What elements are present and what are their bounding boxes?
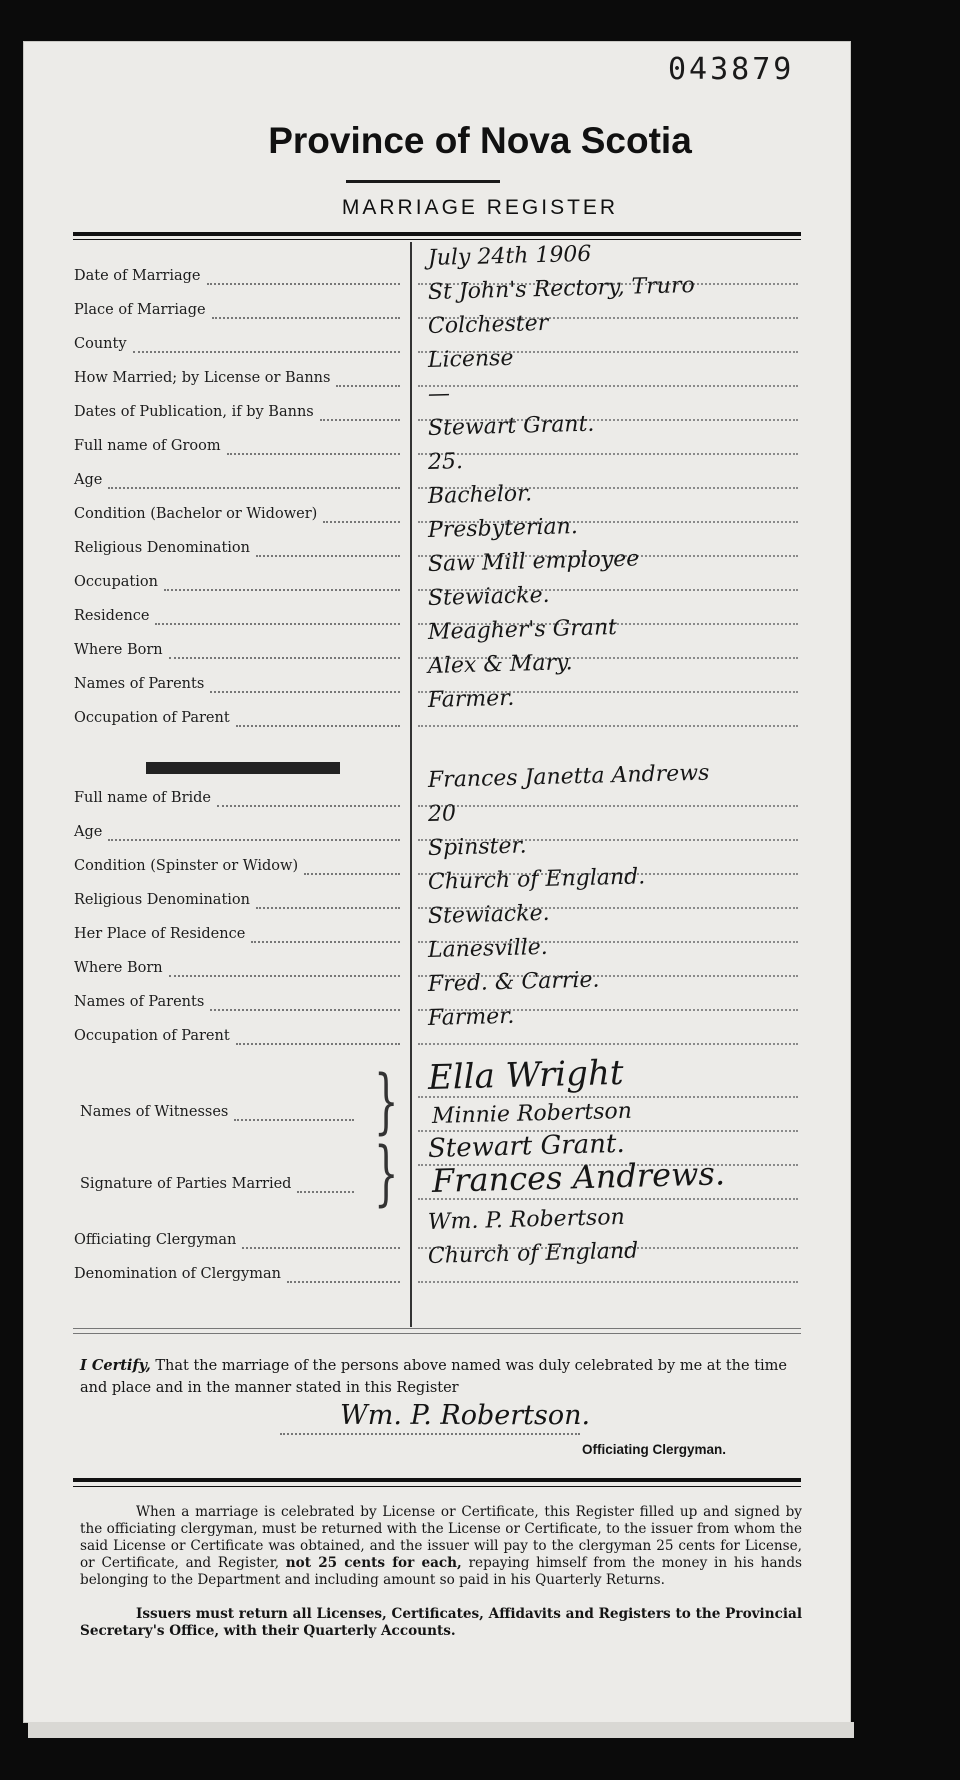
label-leader-dots bbox=[108, 487, 400, 489]
label-leader-dots bbox=[164, 589, 400, 591]
field-label: Full name of Bride bbox=[74, 790, 211, 806]
handwritten-entry: Bachelor. bbox=[427, 481, 533, 509]
label-leader-dots bbox=[297, 1191, 354, 1193]
field-label: Names of Parents bbox=[74, 676, 205, 692]
group-brace: } bbox=[374, 1060, 399, 1142]
header-rule-thin bbox=[73, 239, 801, 240]
field-label: Condition (Spinster or Widow) bbox=[74, 858, 299, 874]
handwritten-entry: Wm. P. Robertson bbox=[427, 1204, 626, 1235]
label-leader-dots bbox=[133, 351, 400, 353]
witnesses-label: Names of Witnesses bbox=[80, 1104, 229, 1120]
instructions-notice-text: Issuers must return all Licenses, Certificates, Affidavits and Registers to the Provincial Secretary's Office, with their Quarterly Accounts. bbox=[80, 1606, 802, 1639]
label-leader-dots bbox=[210, 1009, 400, 1011]
group-brace: } bbox=[374, 1132, 399, 1214]
handwritten-entry: Saw Mill employee bbox=[427, 546, 640, 577]
handwritten-entry: Fred. & Carrie. bbox=[427, 967, 600, 997]
label-leader-dots bbox=[256, 555, 400, 557]
signatures-entry: Stewart Grant. bbox=[427, 1128, 626, 1164]
field-label: Age bbox=[74, 472, 103, 488]
entry-dotted-line bbox=[418, 453, 798, 455]
field-label: Officiating Clergyman bbox=[74, 1232, 237, 1248]
label-leader-dots bbox=[212, 317, 400, 319]
field-label: Religious Denomination bbox=[74, 892, 250, 908]
handwritten-entry: Colchester bbox=[427, 310, 549, 339]
label-leader-dots bbox=[210, 691, 400, 693]
handwritten-entry: — bbox=[427, 381, 451, 407]
certificate-signature: Wm. P. Robertson. bbox=[340, 1400, 591, 1431]
entry-dotted-line bbox=[418, 385, 798, 387]
handwritten-entry: St John's Rectory, Truro bbox=[427, 273, 696, 305]
field-label: Residence bbox=[74, 608, 150, 624]
instructions-rule-thin bbox=[73, 1486, 801, 1487]
field-label: Occupation bbox=[74, 574, 158, 590]
witnesses-entry: Ella Wright bbox=[427, 1052, 624, 1098]
certificate-signature-line bbox=[280, 1433, 580, 1435]
bride-section-bar bbox=[146, 762, 340, 774]
label-leader-dots bbox=[169, 657, 400, 659]
label-leader-dots bbox=[207, 283, 400, 285]
handwritten-entry: 25. bbox=[427, 449, 464, 475]
instructions-notice bbox=[80, 1606, 802, 1640]
handwritten-entry: July 24th 1906 bbox=[427, 241, 592, 271]
label-leader-dots bbox=[336, 385, 400, 387]
entry-dotted-line bbox=[418, 805, 798, 807]
handwritten-entry: Frances Janetta Andrews bbox=[427, 760, 710, 793]
header-rule bbox=[73, 232, 801, 236]
label-leader-dots bbox=[236, 1043, 400, 1045]
handwritten-entry: Stewiacke. bbox=[427, 900, 550, 929]
entry-dotted-line bbox=[418, 1043, 798, 1045]
sheet-edge bbox=[28, 1722, 854, 1738]
field-label: Occupation of Parent bbox=[74, 1028, 230, 1044]
field-label: Religious Denomination bbox=[74, 540, 250, 556]
field-label: Denomination of Clergyman bbox=[74, 1266, 281, 1282]
instructions-emphasis: not 25 cents for each, bbox=[285, 1555, 462, 1571]
field-label: Full name of Groom bbox=[74, 438, 221, 454]
label-leader-dots bbox=[304, 873, 400, 875]
label-leader-dots bbox=[287, 1281, 400, 1283]
field-label: Date of Marriage bbox=[74, 268, 201, 284]
label-leader-dots bbox=[320, 419, 400, 421]
form-bottom-rule bbox=[73, 1328, 801, 1329]
signatures-label: Signature of Parties Married bbox=[80, 1176, 292, 1192]
witnesses-entry: Minnie Robertson bbox=[431, 1098, 633, 1129]
label-leader-dots bbox=[227, 453, 400, 455]
handwritten-entry: Stewiacke. bbox=[427, 582, 550, 611]
form-bottom-rule-2 bbox=[73, 1333, 801, 1334]
instructions-paragraph bbox=[80, 1504, 802, 1589]
handwritten-entry: Church of England. bbox=[427, 864, 646, 895]
instructions-text-end: repaying himself from the money in his hands belonging to the Department and including amount so paid in his Quarterly Returns. bbox=[80, 1555, 802, 1588]
label-leader-dots bbox=[256, 907, 400, 909]
label-leader-dots bbox=[169, 975, 400, 977]
handwritten-entry: Alex & Mary. bbox=[427, 650, 573, 679]
certificate-lead: I Certify, bbox=[80, 1357, 151, 1374]
field-label: Names of Parents bbox=[74, 994, 205, 1010]
field-label: Condition (Bachelor or Widower) bbox=[74, 506, 318, 522]
handwritten-entry: Farmer. bbox=[427, 685, 515, 713]
handwritten-entry: 20 bbox=[427, 801, 457, 827]
label-leader-dots bbox=[217, 805, 400, 807]
handwritten-entry: Meagher's Grant bbox=[427, 615, 618, 645]
handwritten-entry: Presbyterian. bbox=[427, 514, 579, 543]
label-leader-dots bbox=[236, 725, 400, 727]
field-label: How Married; by License or Banns bbox=[74, 370, 331, 386]
label-leader-dots bbox=[155, 623, 400, 625]
label-leader-dots bbox=[234, 1119, 354, 1121]
field-label: Where Born bbox=[74, 960, 163, 976]
handwritten-entry: Farmer. bbox=[427, 1003, 515, 1031]
handwritten-entry: Stewart Grant. bbox=[427, 411, 595, 441]
handwritten-entry: Church of England bbox=[427, 1238, 639, 1269]
instructions-rule bbox=[73, 1478, 801, 1482]
instructions-text: When a marriage is celebrated by License or Certificate, this Register filled up and signed by the officiating clergyman, must be returned with the License or Certificate, to the issuer from whom the said License or Certificate was obtained, and the issuer will pay to the clergyman 25 cents for License, or Certificate, and Register, bbox=[80, 1504, 802, 1571]
field-label: Dates of Publication, if by Banns bbox=[74, 404, 314, 420]
column-divider bbox=[410, 242, 412, 1327]
entry-dotted-line bbox=[418, 725, 798, 727]
handwritten-entry: Lanesville. bbox=[427, 934, 549, 963]
certificate-signature-title: Officiating Clergyman. bbox=[582, 1442, 727, 1457]
label-leader-dots bbox=[323, 521, 400, 523]
field-label: Her Place of Residence bbox=[74, 926, 246, 942]
field-label: Age bbox=[74, 824, 103, 840]
field-label: Occupation of Parent bbox=[74, 710, 230, 726]
certificate-text: That the marriage of the persons above named was duly celebrated by me at the time and place and in the manner stated in this Register bbox=[80, 1358, 787, 1396]
label-leader-dots bbox=[251, 941, 400, 943]
certificate-statement bbox=[80, 1355, 796, 1399]
title-divider bbox=[346, 180, 500, 183]
handwritten-entry: License bbox=[427, 345, 514, 373]
handwritten-entry: Spinster. bbox=[427, 833, 527, 861]
register-number: 043879 bbox=[668, 52, 795, 87]
page-title: Province of Nova Scotia bbox=[268, 120, 692, 161]
signatures-entry: Frances Andrews. bbox=[431, 1154, 726, 1200]
label-leader-dots bbox=[242, 1247, 400, 1249]
field-label: Where Born bbox=[74, 642, 163, 658]
label-leader-dots bbox=[108, 839, 400, 841]
field-label: Place of Marriage bbox=[74, 302, 206, 318]
entry-dotted-line bbox=[418, 1281, 798, 1283]
field-label: County bbox=[74, 336, 127, 352]
page-subtitle: MARRIAGE REGISTER bbox=[341, 196, 619, 219]
